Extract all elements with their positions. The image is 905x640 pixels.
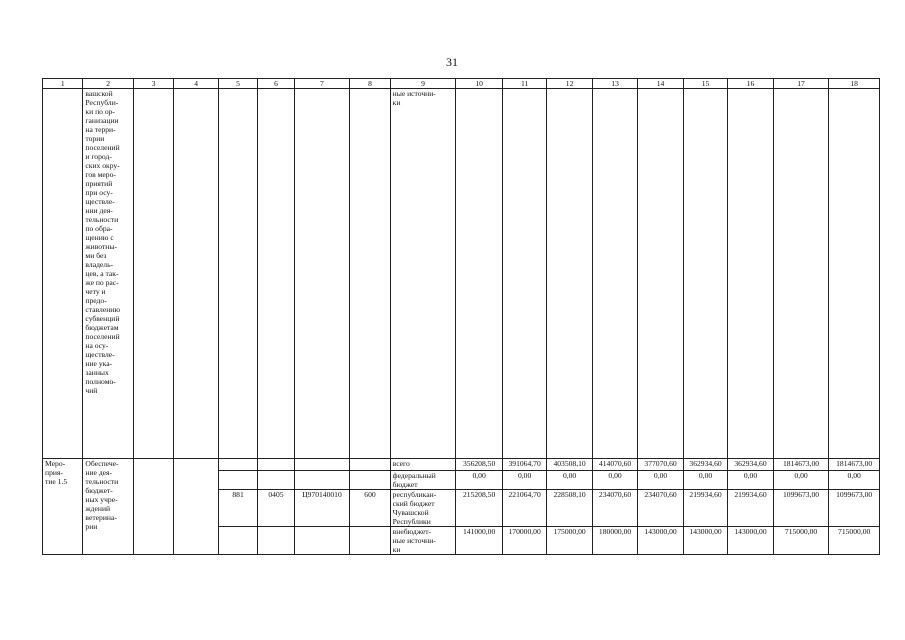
empty-cell xyxy=(294,471,350,490)
empty-cell xyxy=(258,89,294,459)
empty-cell xyxy=(294,527,350,555)
source-line: ки xyxy=(392,545,401,554)
empty-cell xyxy=(502,89,546,459)
description-line: предо- xyxy=(85,296,107,305)
measure-description-line: ветерина- xyxy=(85,513,117,522)
value-cell: 0,00 xyxy=(502,471,546,490)
value-cell: 0,00 xyxy=(456,471,503,490)
description-line: поселений xyxy=(85,143,120,152)
empty-cell xyxy=(592,89,637,459)
description-line: ки по ор- xyxy=(85,107,115,116)
column-number: 10 xyxy=(456,79,503,89)
value-cell: 141000,00 xyxy=(456,527,503,555)
empty-cell xyxy=(638,89,683,459)
measure-description-line: Обеспече- xyxy=(85,459,119,468)
column-number: 15 xyxy=(683,79,727,89)
description-line: цев, а так- xyxy=(85,269,119,278)
description-line: поселений xyxy=(85,332,120,341)
value-cell: 1099673,00 xyxy=(829,490,880,527)
empty-cell xyxy=(350,89,390,459)
measure-label-line: прия- xyxy=(45,468,63,477)
value-cell: 221064,70 xyxy=(502,490,546,527)
empty-cell xyxy=(43,89,83,459)
empty-cell xyxy=(133,459,173,555)
empty-cell xyxy=(773,89,829,459)
measure-description-line: тельности xyxy=(85,477,119,486)
continuation-row xyxy=(43,89,880,459)
value-cell: 1814673,00 xyxy=(829,459,880,471)
code-cell: Ц970140010 xyxy=(294,490,350,527)
value-cell: 0,00 xyxy=(547,471,592,490)
value-cell: 362934,60 xyxy=(683,459,727,471)
description-line: полномо- xyxy=(85,377,116,386)
empty-cell xyxy=(547,89,592,459)
measure-label-line: тие 1.5 xyxy=(45,477,68,486)
description-line: животны- xyxy=(85,242,117,251)
column-number: 13 xyxy=(592,79,637,89)
source-cell xyxy=(390,527,456,555)
empty-cell xyxy=(350,471,390,490)
description-line: ставлению xyxy=(85,305,121,314)
measure-label-cell xyxy=(43,459,83,555)
column-number-row xyxy=(43,79,880,89)
description-line: ганизации xyxy=(85,116,119,125)
empty-cell xyxy=(218,459,257,471)
value-cell: 715000,00 xyxy=(773,527,829,555)
column-number: 14 xyxy=(638,79,683,89)
measure-description-line: ние дея- xyxy=(85,468,113,477)
description-line: по обра- xyxy=(85,224,113,233)
budget-table xyxy=(42,78,880,555)
measure-row-total xyxy=(43,459,880,471)
description-line: на осу- xyxy=(85,341,109,350)
description-line: приятий xyxy=(85,179,113,188)
empty-cell xyxy=(258,459,294,471)
empty-cell xyxy=(350,459,390,471)
value-cell: 0,00 xyxy=(829,471,880,490)
value-cell: 175000,00 xyxy=(547,527,592,555)
description-line: бюджетам xyxy=(85,323,119,332)
column-number: 7 xyxy=(294,79,350,89)
description-line: при осу- xyxy=(85,188,113,197)
source-line: внебюджет- xyxy=(392,527,432,536)
empty-cell xyxy=(218,527,257,555)
source-line: республикан- xyxy=(392,490,437,499)
description-line: занных xyxy=(85,368,109,377)
value-cell: 0,00 xyxy=(638,471,683,490)
description-line: ществле- xyxy=(85,197,115,206)
value-cell: 1099673,00 xyxy=(773,490,829,527)
description-line: чету и xyxy=(85,287,106,296)
source-line: ные источни- xyxy=(392,89,436,98)
empty-cell xyxy=(174,459,218,555)
column-number: 18 xyxy=(829,79,880,89)
continuation-description-cell xyxy=(83,89,134,459)
value-cell: 0,00 xyxy=(728,471,773,490)
code-cell: 881 xyxy=(218,490,257,527)
source-line: ки xyxy=(392,98,401,107)
description-line: ществле- xyxy=(85,350,115,359)
empty-cell xyxy=(258,471,294,490)
value-cell: 1814673,00 xyxy=(773,459,829,471)
source-line: ский бюджет xyxy=(392,499,435,508)
description-line: ние ука- xyxy=(85,359,113,368)
measure-description-line: ждений xyxy=(85,504,111,513)
value-cell: 362934,60 xyxy=(728,459,773,471)
value-cell: 234070,60 xyxy=(592,490,637,527)
empty-cell xyxy=(218,471,257,490)
measure-description-line: бюджет- xyxy=(85,486,113,495)
column-number: 2 xyxy=(83,79,134,89)
empty-cell xyxy=(456,89,503,459)
column-number: 12 xyxy=(547,79,592,89)
source-cell xyxy=(390,490,456,527)
value-cell: 234070,60 xyxy=(638,490,683,527)
value-cell: 0,00 xyxy=(683,471,727,490)
source-cell xyxy=(390,459,456,471)
column-number: 6 xyxy=(258,79,294,89)
description-line: тории xyxy=(85,134,105,143)
value-cell: 377070,60 xyxy=(638,459,683,471)
description-line: ми без xyxy=(85,251,107,260)
description-line: вашской xyxy=(85,89,113,98)
description-line: тельности xyxy=(85,215,119,224)
column-number: 4 xyxy=(174,79,218,89)
page-number: 31 xyxy=(446,55,458,69)
column-number: 5 xyxy=(218,79,257,89)
measure-description-cell xyxy=(83,459,134,555)
source-line: ные источни- xyxy=(392,536,436,545)
measure-label-line: Меро- xyxy=(45,459,66,468)
description-line: чий xyxy=(85,386,98,395)
description-line: щению с xyxy=(85,233,114,242)
value-cell: 0,00 xyxy=(592,471,637,490)
value-cell: 219934,60 xyxy=(683,490,727,527)
source-line: федеральный xyxy=(392,471,436,480)
source-line: бюджет xyxy=(392,480,418,489)
empty-cell xyxy=(294,459,350,471)
column-number: 16 xyxy=(728,79,773,89)
source-line: Республики xyxy=(392,517,431,526)
description-line: владель- xyxy=(85,260,114,269)
column-number: 8 xyxy=(350,79,390,89)
measure-description-line: рии xyxy=(85,522,98,531)
value-cell: 228508,10 xyxy=(547,490,592,527)
source-line: всего xyxy=(392,459,410,468)
value-cell: 403508,10 xyxy=(547,459,592,471)
value-cell: 414070,60 xyxy=(592,459,637,471)
description-line: и город- xyxy=(85,152,112,161)
value-cell: 143000,00 xyxy=(638,527,683,555)
empty-cell xyxy=(350,527,390,555)
value-cell: 143000,00 xyxy=(728,527,773,555)
value-cell: 391064,70 xyxy=(502,459,546,471)
empty-cell xyxy=(133,89,173,459)
value-cell: 143000,00 xyxy=(683,527,727,555)
description-line: на терри- xyxy=(85,125,116,134)
description-line: Республи- xyxy=(85,98,119,107)
description-line: же по рас- xyxy=(85,278,119,287)
empty-cell xyxy=(728,89,773,459)
column-number: 1 xyxy=(43,79,83,89)
empty-cell xyxy=(218,89,257,459)
value-cell: 170000,00 xyxy=(502,527,546,555)
value-cell: 219934,60 xyxy=(728,490,773,527)
code-cell: 0405 xyxy=(258,490,294,527)
value-cell: 715000,00 xyxy=(829,527,880,555)
description-line: ских окру- xyxy=(85,161,120,170)
value-cell: 356208,50 xyxy=(456,459,503,471)
empty-cell xyxy=(294,89,350,459)
column-number: 17 xyxy=(773,79,829,89)
continuation-source-cell xyxy=(390,89,456,459)
empty-cell xyxy=(174,89,218,459)
value-cell: 0,00 xyxy=(773,471,829,490)
description-line: нии дея- xyxy=(85,206,113,215)
source-line: Чувашской xyxy=(392,508,429,517)
column-number: 11 xyxy=(502,79,546,89)
value-cell: 180000,00 xyxy=(592,527,637,555)
measure-description-line: ных учре- xyxy=(85,495,118,504)
column-number: 3 xyxy=(133,79,173,89)
source-cell xyxy=(390,471,456,490)
description-line: субвенций xyxy=(85,314,120,323)
empty-cell xyxy=(829,89,880,459)
column-number: 9 xyxy=(390,79,456,89)
code-cell: 600 xyxy=(350,490,390,527)
empty-cell xyxy=(683,89,727,459)
value-cell: 215208,50 xyxy=(456,490,503,527)
empty-cell xyxy=(258,527,294,555)
description-line: гов меро- xyxy=(85,170,116,179)
